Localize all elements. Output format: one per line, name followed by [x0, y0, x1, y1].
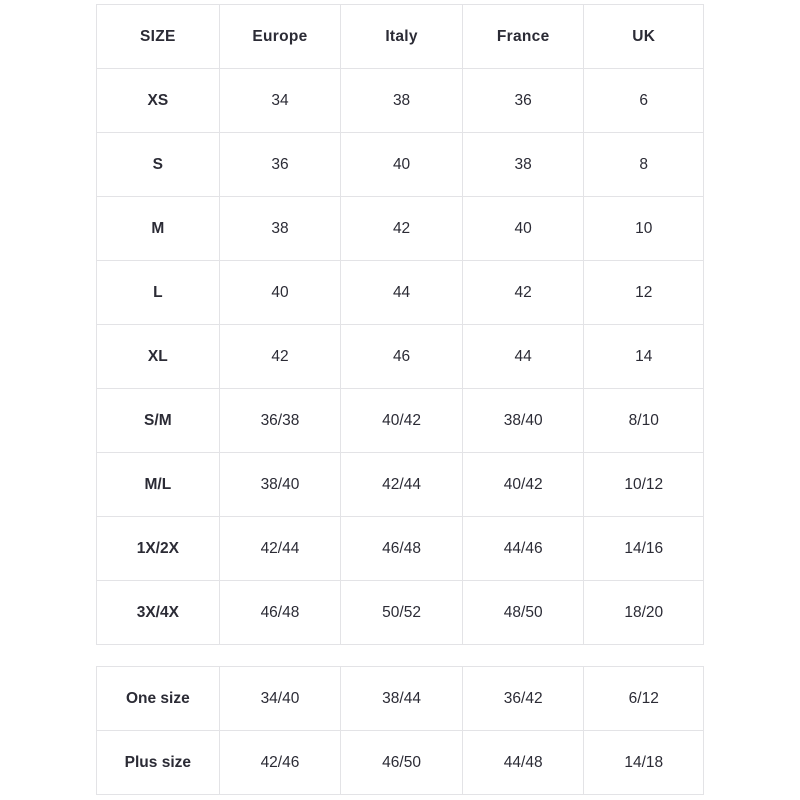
cell-italy: 44 [341, 261, 463, 325]
cell-italy: 40/42 [341, 389, 463, 453]
cell-uk: 14/16 [584, 517, 704, 581]
row-label: M/L [97, 453, 220, 517]
size-conversion-table [96, 4, 704, 645]
row-label: 1X/2X [97, 517, 220, 581]
main-size-table-container [96, 4, 704, 645]
cell-uk: 14/18 [584, 731, 704, 795]
cell-france: 44/48 [462, 731, 584, 795]
table-row [97, 731, 704, 795]
cell-europe: 42/44 [219, 517, 341, 581]
cell-uk: 8/10 [584, 389, 704, 453]
cell-france: 40 [462, 197, 584, 261]
cell-uk: 18/20 [584, 581, 704, 645]
column-header-uk: UK [584, 5, 704, 69]
cell-france: 38/40 [462, 389, 584, 453]
row-label: M [97, 197, 220, 261]
cell-uk: 6/12 [584, 667, 704, 731]
cell-europe: 34 [219, 69, 341, 133]
column-header-europe: Europe [219, 5, 341, 69]
row-label: One size [97, 667, 220, 731]
cell-uk: 8 [584, 133, 704, 197]
cell-france: 48/50 [462, 581, 584, 645]
cell-italy: 46/50 [341, 731, 463, 795]
row-label: L [97, 261, 220, 325]
table-row [97, 517, 704, 581]
table-body [97, 69, 704, 645]
cell-france: 44/46 [462, 517, 584, 581]
table-row [97, 581, 704, 645]
cell-europe: 38/40 [219, 453, 341, 517]
cell-france: 44 [462, 325, 584, 389]
cell-europe: 36 [219, 133, 341, 197]
cell-italy: 46 [341, 325, 463, 389]
table-row [97, 667, 704, 731]
table-header [97, 5, 704, 69]
cell-uk: 10/12 [584, 453, 704, 517]
table-row [97, 325, 704, 389]
cell-europe: 38 [219, 197, 341, 261]
table-row [97, 133, 704, 197]
cell-italy: 42/44 [341, 453, 463, 517]
cell-uk: 10 [584, 197, 704, 261]
row-label: XL [97, 325, 220, 389]
table-body [97, 667, 704, 795]
cell-italy: 46/48 [341, 517, 463, 581]
cell-italy: 38 [341, 69, 463, 133]
table-row [97, 453, 704, 517]
table-row [97, 261, 704, 325]
cell-uk: 6 [584, 69, 704, 133]
column-header-italy: Italy [341, 5, 463, 69]
cell-uk: 14 [584, 325, 704, 389]
table-row [97, 197, 704, 261]
column-header-france: France [462, 5, 584, 69]
row-label: Plus size [97, 731, 220, 795]
cell-uk: 12 [584, 261, 704, 325]
cell-europe: 42/46 [219, 731, 341, 795]
cell-europe: 36/38 [219, 389, 341, 453]
cell-europe: 42 [219, 325, 341, 389]
one-size-table-container [96, 666, 704, 795]
cell-france: 38 [462, 133, 584, 197]
cell-europe: 34/40 [219, 667, 341, 731]
table-header-row [97, 5, 704, 69]
cell-italy: 50/52 [341, 581, 463, 645]
one-size-table [96, 666, 704, 795]
cell-europe: 46/48 [219, 581, 341, 645]
table-row [97, 69, 704, 133]
cell-italy: 42 [341, 197, 463, 261]
row-label: XS [97, 69, 220, 133]
table-row [97, 389, 704, 453]
cell-italy: 40 [341, 133, 463, 197]
cell-europe: 40 [219, 261, 341, 325]
cell-france: 36/42 [462, 667, 584, 731]
column-header-size: SIZE [97, 5, 220, 69]
row-label: 3X/4X [97, 581, 220, 645]
row-label: S [97, 133, 220, 197]
cell-france: 40/42 [462, 453, 584, 517]
row-label: S/M [97, 389, 220, 453]
cell-france: 36 [462, 69, 584, 133]
cell-italy: 38/44 [341, 667, 463, 731]
cell-france: 42 [462, 261, 584, 325]
